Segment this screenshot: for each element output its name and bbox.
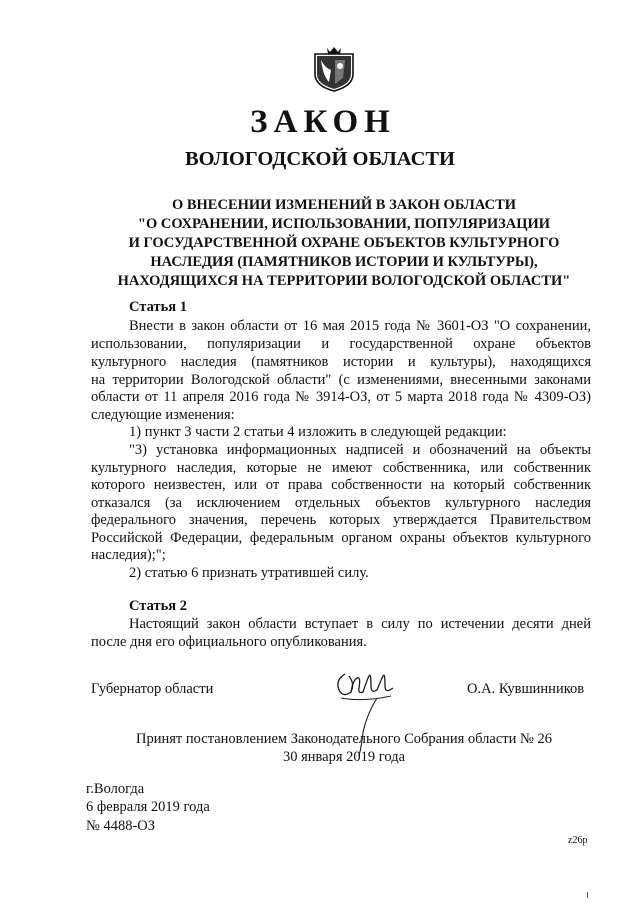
article-1-line: "3) установка информационных надписей и обозначений на объекты [129,442,591,458]
law-title-line: НАХОДЯЩИХСЯ НА ТЕРРИТОРИИ ВОЛОГОДСКОЙ ОБЛАСТИ" [117,273,571,289]
coat-of-arms-emblem [313,44,355,92]
article-1-line: области от 11 апреля 2016 года № 3914-ОЗ, от 5 марта 2018 года № 4309-ОЗ) [91,389,591,405]
document-code: z26p [568,835,588,846]
article-1-line: использовании, популяризации и государственной охране объектов [91,336,591,352]
article-2-heading: Статья 2 [129,598,187,614]
article-1-line: федерального значения, перечень которых утверждается Правительством [91,512,591,528]
article-1-line: которого неизвестен, или от права собственности на который собственник [91,477,591,493]
region-heading: ВОЛОГОДСКОЙ ОБЛАСТИ [184,148,456,170]
adoption-line: Принят постановлением Законодательного Собрания области № 26 [136,731,552,747]
article-1-line: на территории Вологодской области" (с изменениями, внесенными законами [91,372,591,388]
adoption-date: 30 января 2019 года [282,749,406,765]
article-1-line: 1) пункт 3 части 2 статьи 4 изложить в следующей редакции: [129,424,507,440]
article-1-line: отказался (за исключением отдельных объектов культурного наследия [91,495,591,511]
scan-mark [587,892,588,898]
article-1-line: наследия);"; [91,547,166,563]
law-number: № 4488-ОЗ [86,818,156,834]
article-1-line: культурного наследия, которые не имеют собственника, или собственник [91,460,591,476]
article-1-line: 2) статью 6 признать утратившей силу. [129,565,369,581]
article-2-line: после дня его официального опубликования. [91,634,367,650]
law-heading: ЗАКОН [250,104,396,140]
signatory-name: О.А. Кувшинников [467,681,585,697]
article-1-line: Российской Федерации, федеральным органом охраны объектов культурного [91,530,591,546]
article-1-line: следующие изменения: [91,407,235,423]
signing-date: 6 февраля 2019 года [86,799,210,815]
signatory-position: Губернатор области [91,681,214,697]
law-title-line: И ГОСУДАРСТВЕННОЙ ОХРАНЕ ОБЪЕКТОВ КУЛЬТУРНОГО [128,235,560,251]
article-2-line: Настоящий закон области вступает в силу по истечении десяти дней [129,616,591,632]
city: г.Вологда [86,781,145,797]
law-title-line: О ВНЕСЕНИИ ИЗМЕНЕНИЙ В ЗАКОН ОБЛАСТИ [171,197,517,213]
article-1-heading: Статья 1 [129,299,187,315]
article-1-line: культурного наследия (памятников истории и культуры), находящихся [91,354,591,370]
article-1-line: Внести в закон области от 16 мая 2015 года № 3601-ОЗ "О сохранении, [129,318,591,334]
law-title-line: НАСЛЕДИЯ (ПАМЯТНИКОВ ИСТОРИИ И КУЛЬТУРЫ), [150,254,538,270]
law-title-line: "О СОХРАНЕНИИ, ИСПОЛЬЗОВАНИИ, ПОПУЛЯРИЗАЦИИ [137,216,551,232]
